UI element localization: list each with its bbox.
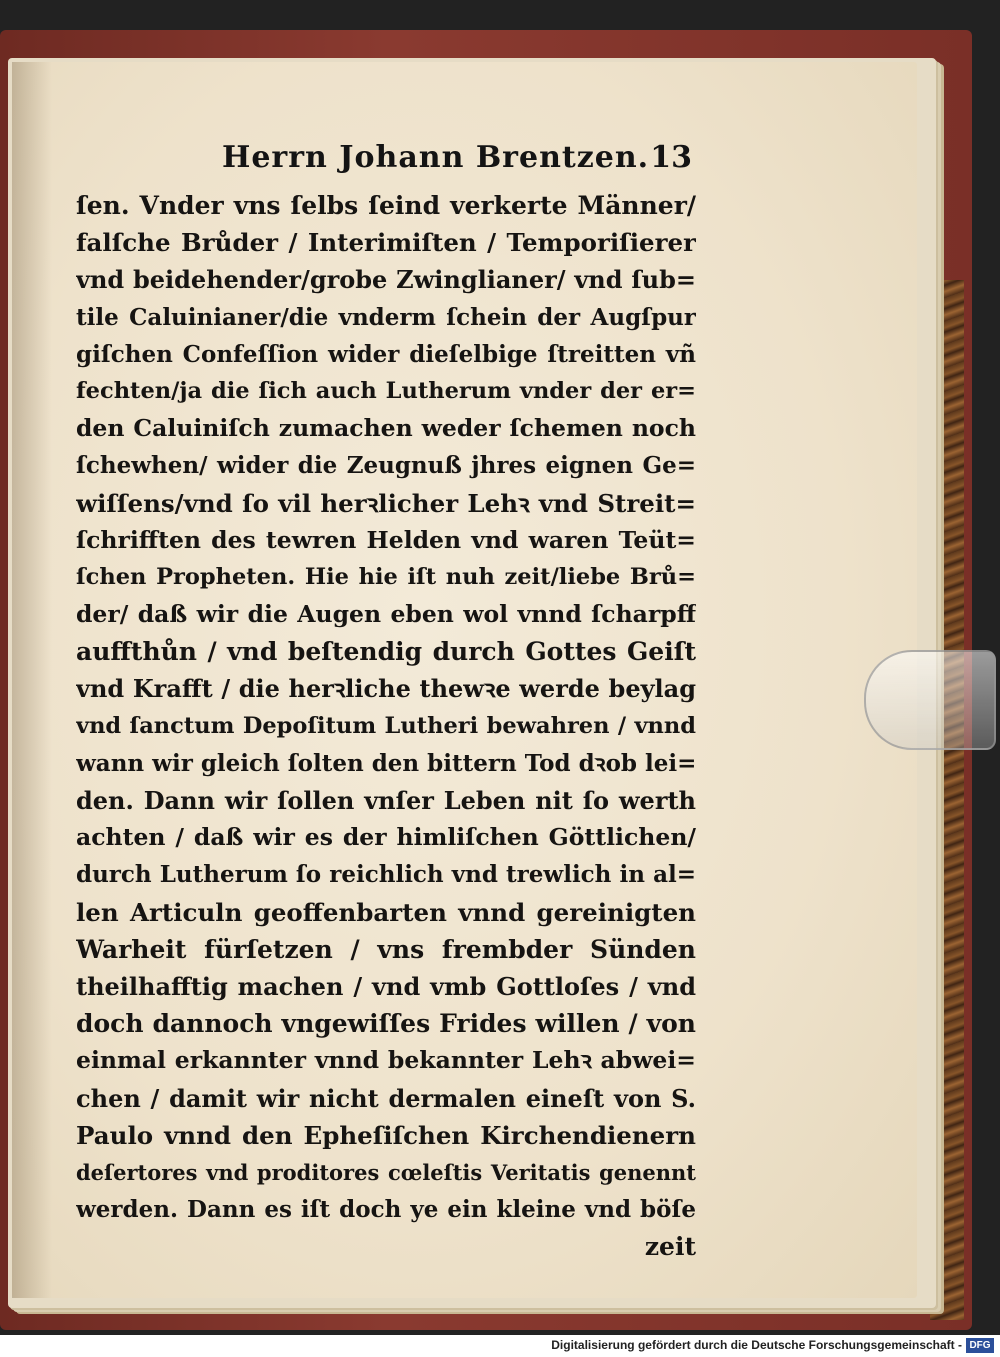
text-line: len Articuln geoffenbarten vnnd gereinigten (76, 897, 696, 927)
text-line: giſchen Confeſſion wider dieſelbige ſtreitten vñ (76, 340, 696, 368)
text-line: ſchen Propheten. Hie hie iſt nuh zeit/liebe Brů= (76, 563, 696, 590)
running-header (222, 140, 692, 184)
text-line: Warheit fürſetzen / vns frembder Sünden (76, 934, 696, 964)
footer-bar (0, 1335, 1000, 1357)
text-line: theilhafftig machen / vnd vmb Gottloſes / vnd (76, 971, 696, 1001)
text-line: ſchewhen/ wider die Zeugnuß jhres eignen Ge= (76, 452, 696, 480)
text-line: achten / daß wir es der himliſchen Göttlichen/ (76, 823, 696, 852)
header-title: Herrn Johann Brentzen. (222, 140, 650, 175)
text-line: werden. Dann es iſt doch ye ein kleine vnd böſe (76, 1196, 696, 1224)
body-text (76, 187, 696, 1265)
text-line: vnd ſanctum Depoſitum Lutheri bewahren / vnnd (76, 712, 696, 739)
text-line: vnd beidehender/grobe Zwinglianer/ vnd ſub= (76, 265, 696, 295)
text-line: den. Dann wir ſollen vnſer Leben nit ſo werth (76, 786, 696, 815)
text-line: auffthůn / vnd beſtendig durch Gottes Geiſt (76, 637, 696, 667)
text-line: den Caluiniſch zumachen weder ſchemen noch (76, 414, 696, 443)
text-line: falſche Brůder / Interimiſten / Temporiſierer (76, 228, 696, 258)
text-line: fechten/ja die ſich auch Lutherum vnder der er= (76, 377, 696, 404)
text-line: vnd Krafft / die herꝛliche thewꝛe werde beylag (76, 674, 696, 704)
binding-shadow (12, 62, 52, 1298)
text-line: wann wir gleich ſolten den bittern Tod dꝛob lei= (76, 749, 696, 777)
text-line: Paulo vnnd den Epheſiſchen Kirchendienern (76, 1120, 696, 1150)
text-line: der/ daß wir die Augen eben wol vnnd ſcharpff (76, 600, 696, 629)
dfg-logo: DFG (966, 1338, 994, 1353)
page-number: 13 (650, 140, 692, 175)
text-line: deſertores vnd proditores cœleſtis Veritatis genennt (76, 1159, 696, 1185)
funding-notice: Digitalisierung gefördert durch die Deutsche Forschungsgemeinschaft - (551, 1338, 962, 1352)
text-line: durch Lutherum ſo reichlich vnd trewlich in al= (76, 861, 696, 889)
catchword: zeit (644, 1232, 696, 1262)
text-line: wiſſens/vnd ſo vil herꝛlicher Lehꝛ vnd Streit= (76, 488, 696, 518)
text-line: chen / damit wir nicht dermalen eineſt von S. (76, 1083, 696, 1113)
text-line: tile Caluinianer/die vnderm ſchein der Augſpur (76, 303, 696, 331)
text-line: einmal erkannter vnnd bekannter Lehꝛ abwei= (76, 1046, 696, 1075)
text-line: doch dannoch vngewiſſes Frides willen / von (76, 1009, 696, 1039)
text-line: ſchrifften des tewren Helden vnd waren Teüt= (76, 525, 696, 554)
page-holder-clip (864, 650, 996, 750)
text-line: ſen. Vnder vns ſelbs ſeind verkerte Männer/ (76, 191, 696, 220)
